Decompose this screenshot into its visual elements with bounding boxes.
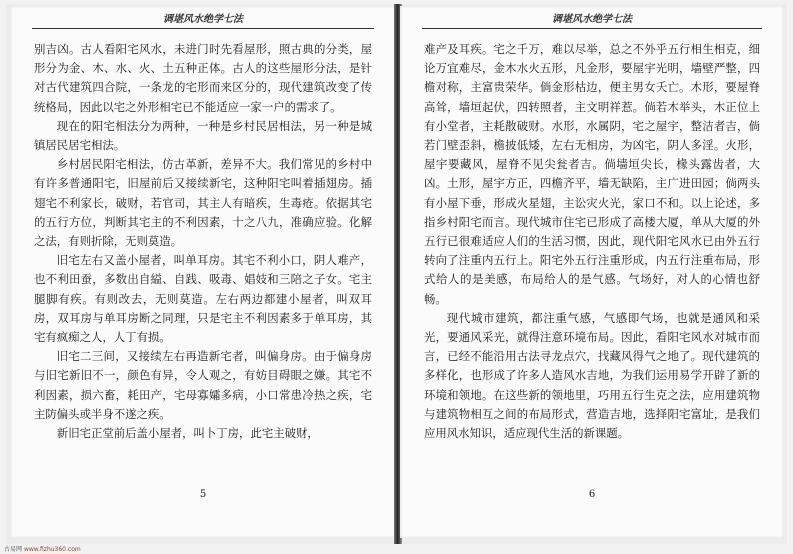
book-spread [6, 4, 787, 544]
running-header: 调堪风水绝学七法 [163, 14, 243, 25]
footer-label: 古易网 [4, 546, 23, 553]
page-body [34, 40, 372, 443]
paragraph: 新旧宅正堂前后盖小屋者，叫卜丁房，此宅主破财， [56, 426, 319, 441]
paragraph: 旧宅二三间，又接续左右再造新宅者，叫偏身房。由于偏身房与旧宅新旧不一，颜色有异，令人观之，有妨目碍眼之嫌。其宅不利因素，损六畜，耗田产，宅母寡孀多病，小口常患冷热之疾，宅主防偏头或半身不遂之疾。 [34, 349, 372, 421]
footer-site: www.fizhu360.com [23, 546, 81, 553]
footer-credit [4, 544, 81, 553]
paragraph: 乡村居民阳宅相法，仿古革新，差异不大。我们常见的乡村中有许多普通阳宅，旧屋前后又接续新宅，这种阳宅叫着插翅房。插翅宅不利家长，破财，若官司，其主人有暗疾，生毒疮。依据其宅的五行方位，判断其宅主的不利因素，十之八九，准确应验。化解之法，有则折除，无则莫造。 [34, 157, 372, 249]
right-page [400, 6, 784, 538]
paragraph: 难产及耳疾。宅之千万，难以尽举，总之不外乎五行相生相克，细论万宜难尽，金木水火五形，凡金形，要屋宇光明，墙壁严整，四檐对称，主富贵荣华。倘金形枯边，便主男女夭亡。木形，要屋脊高耸，墙垣起伏，四转照者，主文明祥惹。倘若木举头，木正位上有小堂者，主耗散破财。水形，水属阴，宅之屋宇，整洁者吉，倘若门壁歪斜，檐披低矮，左右无相房，为凶宅，阴人多淫。火形，屋宇要藏风，屋脊不见尖瓮者吉。倘墙垣尖长，椽头露齿者，大凶。土形，屋宇方正，四檐齐平，墙无缺陷，主广进田园；倘两头有小屋下垂，形成火星翅，主讼灾火光，家口不和。以上论述，多指乡村阳宅而言。现代城市住宅已形成了高楼大厦，单从大厦的外五行已很难适应人们的生活习惯，因此，现代阳宅风水已由外五行转向了注重内五行上。阳宅外五行注重形成，内五行注重布局，形式给人的是美感，布局给人的是气感。气场好，对人的心情也舒畅。 [424, 42, 760, 306]
running-header: 调堪风水绝学七法 [552, 14, 632, 25]
header-rule [422, 28, 762, 29]
paragraph: 别吉凶。古人看阳宅风水，未进门时先看屋形，照古典的分类，屋形分为金、木、水、火、土五种正体。古人的这些屋形分法，是针对古代建筑四合院，一条龙的宅形而来区分的，现代建筑改变了传统格局，因此以宅之外形相宅已不能适应一家一户的需求了。 [34, 42, 372, 114]
page-number: 5 [199, 489, 207, 500]
page-body [424, 40, 760, 443]
header-rule [32, 28, 374, 29]
page-number: 6 [588, 489, 596, 500]
paragraph: 旧宅左右又盖小屋者，叫单耳房。其宅不利小口，阴人难产，也不利田蚕，多数出自縊、自践、吸毒、娼妓和三陪之子女。宅主腿脚有疾。有则改去，无则莫造。左右两边都建小屋者，叫双耳房，双耳房与单耳房断之同理，只是宅主不利因素多于单耳房，其宅有疯痴之人，人丁有损。 [34, 253, 372, 345]
paragraph: 现代城市建筑，都注重气感，气感即气场，也就是通风和采光，要通风采光，就得注意环境布局。因此，看阳宅风水对城市而言，已经不能沿用古法寻龙点穴，找藏风得气之地了。现代建筑的多样化，也形成了许多人造风水吉地，为我们运用易学开辟了新的环境和领地。在这些新的领地里，巧用五行生克之法，应用建筑物与建筑物相互之间的布局形式，营造吉地，选择阳宅富址，是我们应用风水知识，适应现代生活的新课题。 [424, 310, 760, 441]
paragraph: 现在的阳宅相法分为两种，一种是乡村民居相法，另一种是城镇居民居宅相法。 [34, 118, 372, 153]
left-page [10, 6, 396, 538]
